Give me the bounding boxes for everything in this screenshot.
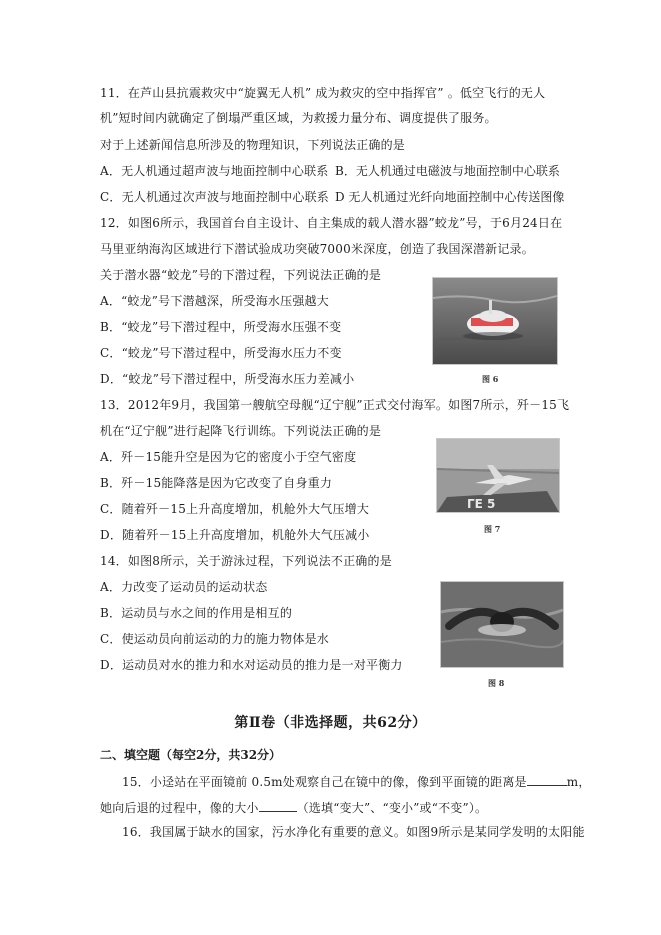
q11-line2: 机”短时间内就确定了倒塌严重区域，为救援力量分布、调度提供了服务。 xyxy=(100,111,497,125)
q12-option-a: A．“蛟龙”号下潜越深，所受海水压强越大 xyxy=(100,294,329,308)
q13-line2: 机在“辽宁舰”进行起降飞行训练。下列说法正确的是 xyxy=(100,424,382,438)
q15-line1-text: 15．小迳站在平面镜前 0.5m处观察自己在镜中的像，像到平面镜的距离是 xyxy=(122,775,527,789)
q11-option-b: B．无人机通过电磁波与地面控制中心联系 xyxy=(335,164,560,178)
fill-in-section-title: 二、填空题（每空2分，共32分） xyxy=(100,748,282,762)
figure-7-jet-photo xyxy=(436,438,560,513)
q11-option-a: A．无人机通过超声波与地面控制中心联系 xyxy=(100,164,329,178)
q14-option-b: B．运动员与水之间的作用是相互的 xyxy=(100,606,293,620)
figure-6-caption: 图 6 xyxy=(482,374,499,384)
q11-option-c: C．无人机通过次声波与地面控制中心联系 xyxy=(100,190,329,204)
figure-7-caption: 图 7 xyxy=(484,524,501,534)
q11-line1: 11．在芦山县抗震救灾中“旋翼无人机” 成为救灾的空中指挥官” 。低空飞行的无人 xyxy=(100,86,546,100)
q15-blank-1[interactable] xyxy=(527,773,567,786)
figure-8-swimmer-photo xyxy=(440,581,564,668)
q15-line2-text: 她向后退的过程中，像的大小 xyxy=(100,801,259,815)
q16-line1: 16．我国属于缺水的国家，污水净化有重要的意义。如图9所示是某同学发明的太阳能 xyxy=(122,825,585,839)
q15-blank-2[interactable] xyxy=(259,799,297,812)
q15-line1 xyxy=(122,773,591,790)
q15-line1-unit: m， xyxy=(566,775,591,789)
q12-option-d: D．“蛟龙”号下潜过程中，所受海水压力差减小 xyxy=(100,372,355,386)
q11-option-d: D 无人机通过光纤向地面控制中心传送图像 xyxy=(335,190,565,204)
q13-option-c: C．随着歼－15上升高度增加，机舱外大气压增大 xyxy=(100,502,370,516)
q14-line1: 14．如图8所示，关于游泳过程，下列说法不正确的是 xyxy=(100,554,392,568)
q12-line1: 12．如图6所示，我国首台自主设计、自主集成的载人潜水器”蛟龙”号，于6月24日在 xyxy=(100,216,563,230)
q11-line3: 对于上述新闻信息所涉及的物理知识，下列说法正确的是 xyxy=(100,138,406,152)
part-2-heading: 第Ⅱ卷（非选择题，共62分） xyxy=(234,715,427,731)
q14-option-d: D．运动员对水的推力和水对运动员的推力是一对平衡力 xyxy=(100,658,403,672)
q13-line1: 13．2012年9月，我国第一艘航空母舰“辽宁舰”正式交付海军。如图7所示，歼－15飞 xyxy=(100,398,570,412)
q12-line2: 马里亚纳海沟区域进行下潜试验成功突破7000米深度，创造了我国深潜新记录。 xyxy=(100,242,534,256)
q12-line3: 关于潜水器“蛟龙”号的下潜过程，下列说法正确的是 xyxy=(100,268,382,282)
q15-line2 xyxy=(100,799,487,816)
q15-line2-options: （选填“变大”、“变小”或“不变”）。 xyxy=(296,801,488,815)
q12-option-b: B．“蛟龙”号下潜过程中，所受海水压强不变 xyxy=(100,320,342,334)
q13-option-b: B．歼－15能降落是因为它改变了自身重力 xyxy=(100,476,333,490)
figure-8-caption: 图 8 xyxy=(488,678,505,688)
q13-option-d: D．随着歼－15上升高度增加，机舱外大气压减小 xyxy=(100,528,370,542)
q13-option-a: A．歼－15能升空是因为它的密度小于空气密度 xyxy=(100,450,357,464)
q14-option-c: C．使运动员向前运动的力的施力物体是水 xyxy=(100,632,329,646)
svg-text:ГЕ 5: ГЕ 5 xyxy=(467,497,496,511)
figure-6-submersible-photo xyxy=(432,277,558,365)
q12-option-c: C．“蛟龙”号下潜过程中，所受海水压力不变 xyxy=(100,346,342,360)
q14-option-a: A．力改变了运动员的运动状态 xyxy=(100,580,268,594)
